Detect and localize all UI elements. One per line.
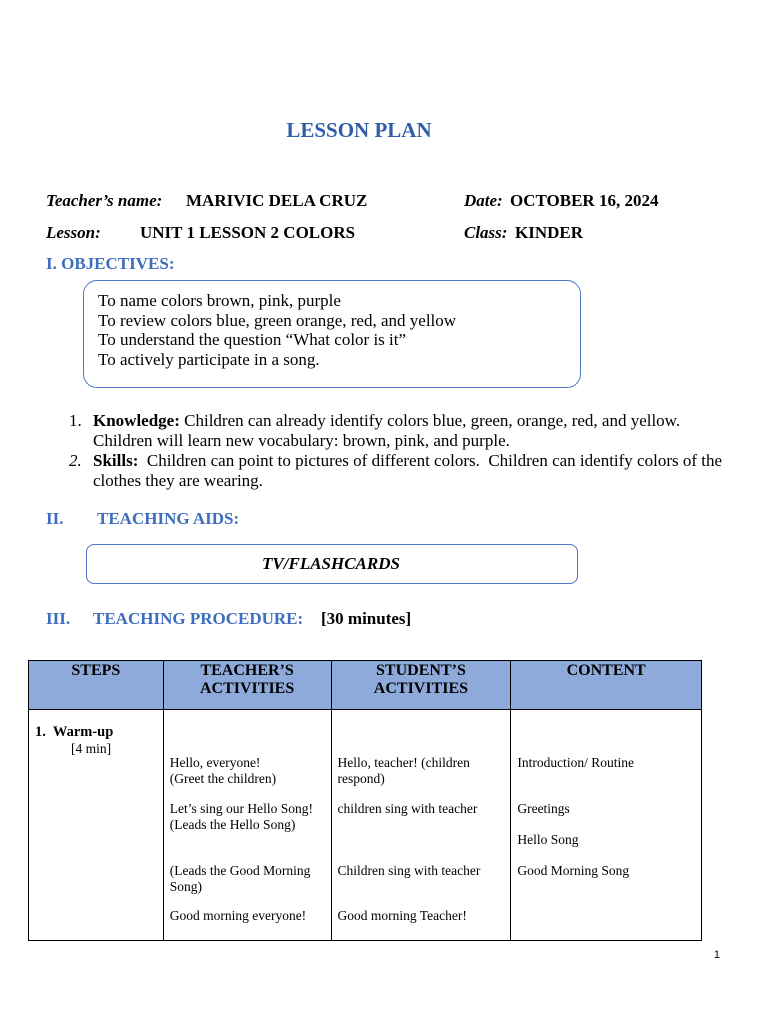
- date-value: OCTOBER 16, 2024: [510, 191, 659, 210]
- procedure-duration: [30 minutes]: [321, 609, 412, 628]
- class-label: Class:: [464, 223, 508, 242]
- procedure-heading: TEACHING PROCEDURE:: [93, 609, 304, 628]
- student-activity: Hello, teacher! (children respond): [337, 755, 470, 786]
- teacher-name-label: Teacher’s name:: [46, 191, 163, 210]
- procedure-table: [28, 660, 702, 941]
- knowledge-label: Knowledge:: [93, 411, 180, 430]
- teaching-aids-text: TV/FLASHCARDS: [262, 554, 400, 573]
- content-item: Good Morning Song: [517, 863, 630, 878]
- objective-line: To understand the question “What color is it”: [98, 330, 407, 349]
- content-item: Greetings: [517, 801, 570, 816]
- class-value: KINDER: [515, 223, 584, 242]
- skills-item: [69, 451, 729, 491]
- step-title: [35, 725, 113, 741]
- skills-label: Skills:: [93, 451, 139, 470]
- teaching-aids-number: II.: [46, 509, 64, 528]
- teacher-activity: (Leads the Good Morning Song): [169, 863, 311, 894]
- table-header-row: [29, 661, 702, 710]
- steps-cell: [29, 710, 164, 941]
- teacher-name-value: MARIVIC DELA CRUZ: [186, 191, 368, 210]
- list-number: 2.: [69, 451, 82, 470]
- student-activity: children sing with teacher: [337, 801, 478, 816]
- table-row: [29, 710, 702, 941]
- lesson-label: Lesson:: [46, 223, 101, 242]
- teacher-activity: Hello, everyone! (Greet the children): [169, 755, 277, 786]
- page-title: LESSON PLAN: [286, 118, 432, 142]
- date-label: Date:: [464, 191, 503, 210]
- step-time: [4 min]: [71, 741, 112, 756]
- teaching-aids-heading: TEACHING AIDS:: [97, 509, 240, 528]
- content-item: Introduction/ Routine: [517, 755, 634, 770]
- content-item: Hello Song: [517, 832, 579, 847]
- page-number: 1: [713, 949, 720, 961]
- column-header-student: [331, 661, 511, 710]
- student-activity: Children sing with teacher: [337, 863, 481, 878]
- teacher-activity: Let’s sing our Hello Song! (Leads the Hello Song): [169, 801, 313, 832]
- procedure-number: III.: [46, 609, 71, 628]
- list-number: 1.: [69, 411, 82, 430]
- column-header-student-text: STUDENT’S ACTIVITIES: [373, 662, 469, 697]
- student-activities-cell: [331, 710, 511, 941]
- objective-line: To actively participate in a song.: [98, 349, 320, 369]
- column-header-steps: STEPS: [29, 661, 164, 710]
- knowledge-item: [69, 411, 729, 451]
- teacher-activity: Good morning everyone!: [169, 908, 307, 923]
- knowledge-text: Children can already identify colors blue, green, orange, red, and yellow. Children will learn new vocabulary: brown, pink, and purple.: [93, 411, 681, 450]
- student-activity: Good morning Teacher!: [337, 908, 467, 923]
- skills-text: Children can point to pictures of different colors. Children can identify colors of the clothes they are wearing.: [93, 451, 727, 490]
- objectives-heading: I. OBJECTIVES:: [46, 254, 175, 273]
- objectives-box: [83, 280, 581, 388]
- column-header-content: CONTENT: [511, 661, 702, 710]
- objective-line: To review colors blue, green orange, red, and yellow: [98, 310, 457, 330]
- objective-line: To name colors brown, pink, purple: [98, 291, 341, 310]
- lesson-value: UNIT 1 LESSON 2 COLORS: [140, 223, 356, 242]
- teacher-activities-cell: [163, 710, 331, 941]
- step-name: Warm-up: [52, 724, 114, 740]
- teaching-aids-box: [86, 544, 578, 584]
- content-cell: [511, 710, 702, 941]
- step-number: 1.: [35, 724, 46, 740]
- column-header-teacher: [163, 661, 331, 710]
- column-header-teacher-text: TEACHER’S ACTIVITIES: [199, 662, 295, 697]
